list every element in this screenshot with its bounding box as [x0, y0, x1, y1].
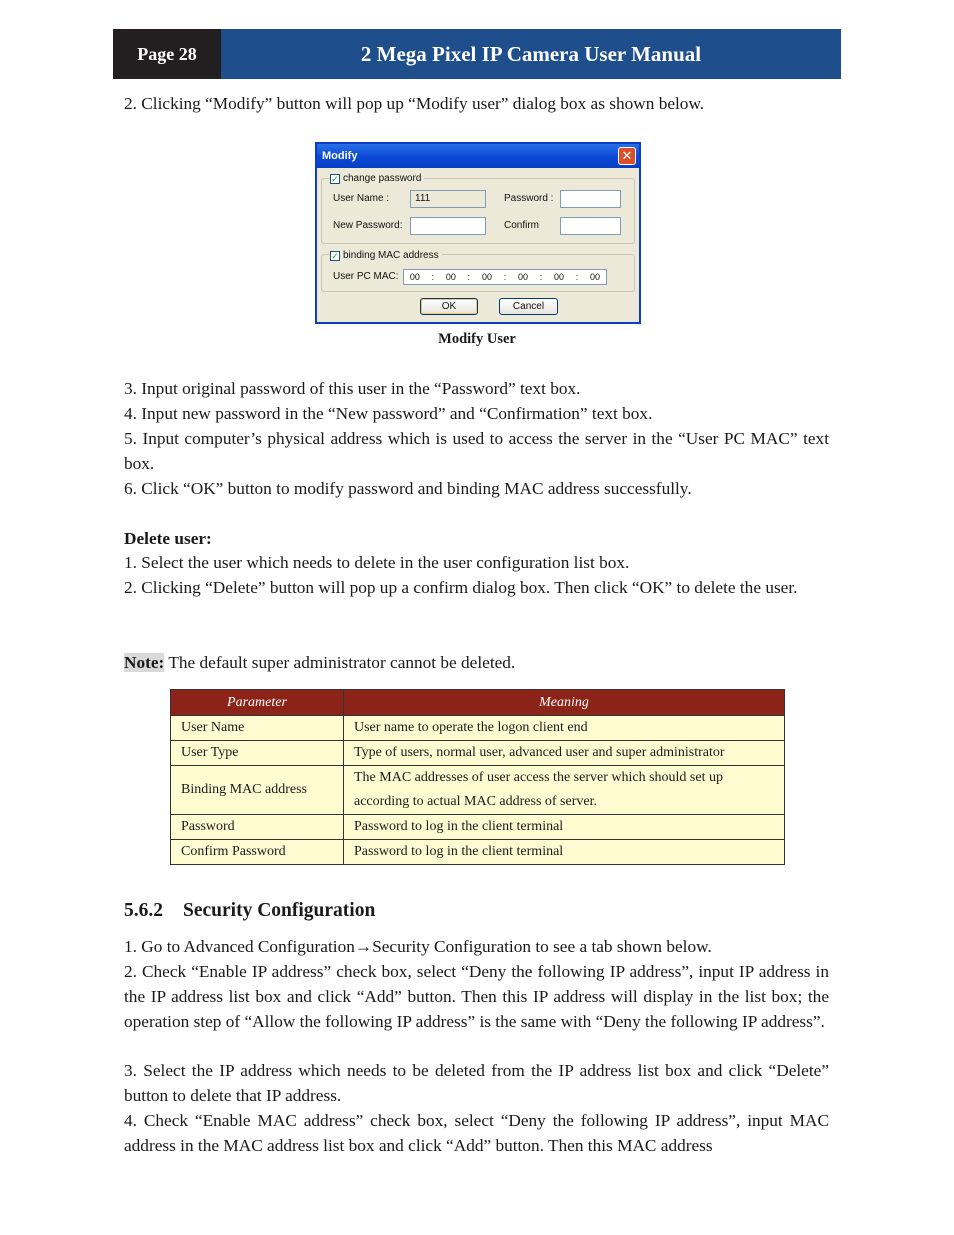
new-password-field[interactable] [410, 217, 486, 235]
change-password-checkbox-row[interactable] [330, 173, 424, 184]
parameter-cell: User Name [171, 716, 344, 741]
note-text: The default super administrator cannot be deleted. [164, 653, 516, 672]
security-step-4: 4. Check “Enable MAC address” check box, select “Deny the following IP address”, input MAC address in the MAC address list box and click “Add” button. Then this MAC address [124, 1111, 829, 1155]
parameter-cell: Confirm Password [171, 840, 344, 865]
meaning-cell: The MAC addresses of user access the server which should set up according to actual MAC address of server. [344, 766, 785, 815]
table-header-row [171, 690, 785, 716]
ok-button[interactable]: OK [420, 298, 478, 315]
delete-user-step-1: 1. Select the user which needs to delete in the user configuration list box. [124, 553, 630, 572]
manual-title: 2 Mega Pixel IP Camera User Manual [221, 29, 841, 79]
intro-step: 2. Clicking “Modify” button will pop up “Modify user” dialog box as shown below. [124, 94, 705, 113]
binding-mac-checkbox[interactable]: ✓ [331, 250, 339, 261]
mac-separator: : [431, 272, 435, 282]
table-row [171, 815, 785, 840]
section-title: Security Configuration [183, 900, 376, 921]
close-icon[interactable]: ✕ [618, 147, 636, 165]
column-header-meaning: Meaning [344, 690, 785, 716]
parameter-cell: Binding MAC address [171, 766, 344, 815]
step-4: 4. Input new password in the “New password” and “Confirmation” text box. [124, 404, 653, 423]
section-heading [124, 900, 375, 922]
meaning-cell: User name to operate the logon client end [344, 716, 785, 741]
table-row [171, 840, 785, 865]
parameter-table [170, 689, 785, 865]
confirm-password-field[interactable] [560, 217, 621, 235]
mac-separator: : [467, 272, 471, 282]
meaning-cell: Type of users, normal user, advanced user and super administrator [344, 741, 785, 766]
mac-octet: 00 [481, 272, 492, 282]
step-5: 5. Input computer’s physical address which is used to access the server in the “User PC MAC” text box. [124, 429, 829, 473]
mac-octet: 00 [409, 272, 420, 282]
parameter-cell: User Type [171, 741, 344, 766]
password-field[interactable] [560, 190, 621, 208]
user-pc-mac-field[interactable] [403, 269, 607, 285]
step-6: 6. Click “OK” button to modify password and binding MAC address successfully. [124, 479, 692, 498]
table-row [171, 766, 785, 815]
security-step-1: 1. Go to Advanced Configuration→Security Configuration to see a tab shown below. [124, 937, 712, 956]
password-label: Password : [504, 193, 554, 204]
mac-separator: : [539, 272, 543, 282]
security-step-2: 2. Check “Enable IP address” check box, select “Deny the following IP address”, input IP address in the IP address list box and click “Add” button. Then this IP address will display in the list box; the operation step of “Allow the following IP address” is the same with “Deny the following IP address”. [124, 962, 829, 1031]
change-password-checkbox[interactable]: ✓ [331, 173, 339, 184]
meaning-cell: Password to log in the client terminal [344, 840, 785, 865]
cancel-button[interactable]: Cancel [499, 298, 558, 315]
delete-user-heading: Delete user: [124, 529, 212, 548]
user-pc-mac-label: User PC MAC: [333, 271, 399, 282]
binding-mac-label: binding MAC address [343, 250, 439, 261]
delete-user-step-2: 2. Clicking “Delete” button will pop up a confirm dialog box. Then click “OK” to delete the user. [124, 578, 798, 597]
new-password-label: New Password: [333, 220, 403, 231]
mac-separator: : [503, 272, 507, 282]
note-label: Note: [124, 653, 165, 672]
figure-caption: Modify User [438, 331, 516, 347]
page-number: Page 28 [113, 29, 221, 79]
page-header [113, 29, 841, 79]
step-3: 3. Input original password of this user in the “Password” text box. [124, 379, 581, 398]
mac-octet: 00 [445, 272, 456, 282]
meaning-cell: Password to log in the client terminal [344, 815, 785, 840]
section-number: 5.6.2 [124, 900, 163, 921]
modify-dialog [315, 142, 641, 324]
dialog-titlebar [317, 144, 639, 168]
binding-mac-checkbox-row[interactable] [330, 250, 442, 261]
mac-octet: 00 [590, 272, 601, 282]
mac-separator: : [575, 272, 579, 282]
table-row [171, 741, 785, 766]
note-paragraph [124, 650, 829, 675]
parameter-cell: Password [171, 815, 344, 840]
confirm-label: Confirm [504, 220, 540, 231]
table-row [171, 716, 785, 741]
column-header-parameter: Parameter [171, 690, 344, 716]
mac-octet: 00 [554, 272, 565, 282]
dialog-title: Modify [322, 150, 358, 162]
security-step-3: 3. Select the IP address which needs to be deleted from the IP address list box and click “Delete” button to delete that IP address. [124, 1061, 829, 1105]
user-name-label: User Name : [333, 193, 390, 204]
user-name-field[interactable]: 111 [410, 190, 486, 208]
mac-octet: 00 [517, 272, 528, 282]
change-password-label: change password [343, 173, 422, 184]
